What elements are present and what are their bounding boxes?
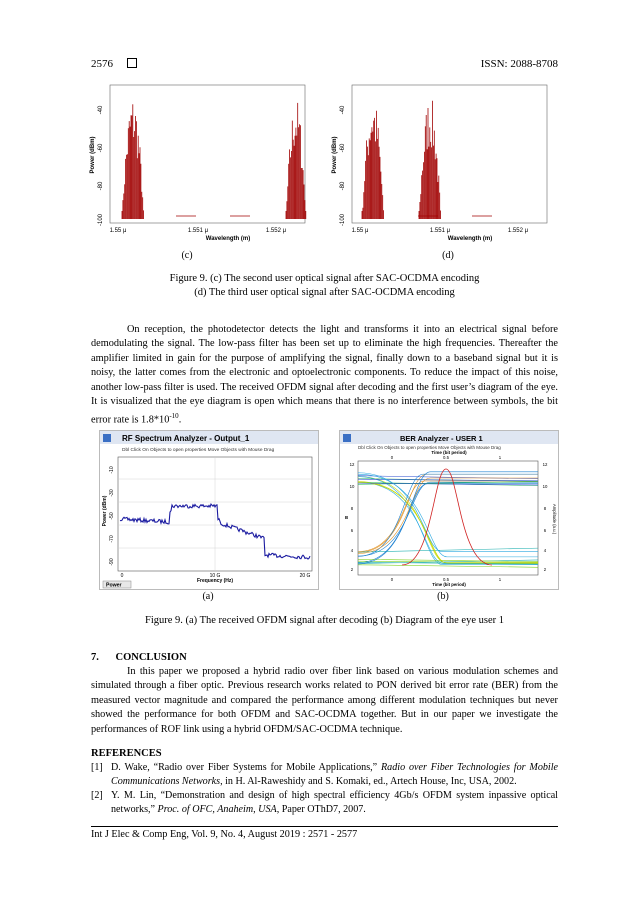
ytick: 6 xyxy=(350,528,354,533)
x-axis-label: Wavelength (m) xyxy=(205,236,251,242)
section-heading xyxy=(91,652,187,663)
figure-label-a: (a) xyxy=(202,591,214,602)
window-hint: Dbl Click On Objects to open properties Move Objects with Mouse Drag xyxy=(358,445,501,450)
reference-number: [1] xyxy=(91,762,103,773)
xtick: 1 xyxy=(498,577,502,582)
right-axis-label: Amplitude (a.u.) xyxy=(552,503,557,535)
app-icon xyxy=(103,434,111,442)
xtick: 20 G xyxy=(299,573,311,579)
y-axis-label: Power (dBm) xyxy=(102,495,108,527)
xtick: 1.552 μ xyxy=(507,228,529,234)
right-tick: 12 xyxy=(542,462,548,467)
right-tick: 8 xyxy=(543,506,547,511)
optical-spectrum-plot-d xyxy=(330,80,552,245)
figure-9cd-caption xyxy=(91,272,558,300)
figure-9c xyxy=(88,80,310,245)
xtick: 1.551 μ xyxy=(429,228,451,234)
paragraph-text: On reception, the photodetector detects the light and transforms it into an electrical signal before demodulating the signal. The low-pass filter has been set up to eliminate the high frequencies. Thereafter the amplifier limited in gain for the purpose of amplifying the signal, finally down to a baseband signal but it is noisy, the latter comes from the electronic and optoelectronic components. To reduce the impact of this noise, another low-pass filter is used. The received OFDM signal after decoding and the first user’s diagram of the eye. It is visualized that the eye diagram is open which means that there is no interference between symbols, the bit error rate is 1.8*10 xyxy=(91,324,558,426)
ytick: 8 xyxy=(350,506,354,511)
reference-title: Proc. of OFC, Anaheim, USA xyxy=(157,803,277,815)
references-heading: REFERENCES xyxy=(91,748,162,759)
ytick: -70 xyxy=(109,535,115,543)
ytick: -40 xyxy=(340,105,346,115)
reference-item xyxy=(91,761,558,788)
xtick: 0 xyxy=(120,573,124,579)
eye-diagram-plot xyxy=(340,431,558,589)
x-axis-label: Frequency (Hz) xyxy=(196,578,234,584)
ytick: -40 xyxy=(98,105,104,115)
xtick: 10 G xyxy=(209,573,221,579)
reference-text: , Paper OThD7, 2007. xyxy=(276,803,366,815)
right-tick: 2 xyxy=(543,567,547,572)
xtick: 1.552 μ xyxy=(265,228,287,234)
top-axis-label: Time (bit period) xyxy=(431,450,467,455)
conclusion-paragraph: In this paper we proposed a hybrid radio over fiber link based on various modulation schemes and simulated through a fiber optic. Previous research works related to PON derived bit error rate (BER) from the measured vector magnitude and compared the performance among different modulation techniques but never showed the performance for both OFDM and SAC-OCDMA together. But in our paper we investigate the performances of ROF link using a hybrid OFDM/SAC-OCDMA technique. xyxy=(91,666,558,735)
section-number: 7. xyxy=(91,652,99,663)
figure-9ab-caption: Figure 9. (a) The received OFDM signal after decoding (b) Diagram of the eye user 1 xyxy=(144,615,504,626)
figure-label-d: (d) xyxy=(442,250,454,261)
ytick: -50 xyxy=(109,512,115,520)
xtick: 1.55 μ xyxy=(351,228,369,234)
figure-9d xyxy=(330,80,552,245)
right-tick: 6 xyxy=(543,528,547,533)
figure-label-b: (b) xyxy=(437,591,449,602)
top-tick: 1 xyxy=(498,455,502,460)
reference-text: D. Wake, “Radio over Fiber Systems for Mobile Applications,” xyxy=(111,762,381,773)
ytick: -80 xyxy=(98,181,104,191)
top-tick: 0.5 xyxy=(443,455,449,460)
ytick: -90 xyxy=(109,558,115,566)
body-paragraph xyxy=(91,323,558,428)
ytick: -10 xyxy=(109,466,115,474)
ytick: 2 xyxy=(350,567,354,572)
reference-text: Y. M. Lin, “Demonstration and design of high spectral efficiency 4Gb/s OFDM system inpassive optical networks,” xyxy=(111,790,558,815)
x-axis-label: Wavelength (m) xyxy=(447,236,493,242)
caption-line: (d) The third user optical signal after SAC-OCDMA encoding xyxy=(194,287,455,298)
ytick: -30 xyxy=(109,489,115,497)
reference-text: in H. Al-Raweshidy and S. Komaki, ed., Artech House, Inc, USA, 2002. xyxy=(222,775,517,787)
rf-spectrum-analyzer-window xyxy=(99,430,319,590)
page-header-left xyxy=(91,58,137,70)
window-title: RF Spectrum Analyzer - Output_1 xyxy=(122,434,250,443)
xtick: 1.55 μ xyxy=(109,228,127,234)
footer-text: Int J Elec & Comp Eng, Vol. 9, No. 4, August 2019 : 2571 - 2577 xyxy=(91,829,358,840)
window-hint: Dbl Click On Objects to open properties Move Objects with Mouse Drag xyxy=(122,448,275,453)
right-tick: 4 xyxy=(543,548,547,553)
y-axis-label: Power (dBm) xyxy=(332,136,338,174)
square-icon xyxy=(127,58,137,68)
reference-title: Radio over Fiber Technologies for Mobile Communications Networks, xyxy=(111,762,559,787)
exponent: -10 xyxy=(169,412,179,421)
ytick: -100 xyxy=(340,213,346,227)
ytick: -80 xyxy=(340,181,346,191)
page-number: 2576 xyxy=(91,58,113,70)
footer-rule xyxy=(91,826,558,827)
ber-analyzer-window xyxy=(339,430,559,590)
app-icon xyxy=(343,434,351,442)
y-axis-label: Power (dBm) xyxy=(90,136,96,174)
figure-label-c: (c) xyxy=(181,250,193,261)
reference-number: [2] xyxy=(91,790,103,801)
xtick: 0.5 xyxy=(443,577,449,582)
ytick: 4 xyxy=(350,548,354,553)
optical-spectrum-plot-c xyxy=(88,80,310,245)
ytick: -60 xyxy=(340,143,346,153)
top-tick: 0 xyxy=(390,455,394,460)
right-tick: 10 xyxy=(542,484,548,489)
section-title: CONCLUSION xyxy=(115,652,187,663)
rf-spectrum-plot xyxy=(100,431,318,589)
xtick: 0 xyxy=(390,577,394,582)
y-axis-label: B xyxy=(345,515,349,520)
power-tab-label: Power xyxy=(106,582,122,589)
issn: ISSN: 2088-8708 xyxy=(480,58,558,70)
ytick: -100 xyxy=(98,213,104,227)
caption-line: Figure 9. (c) The second user optical signal after SAC-OCDMA encoding xyxy=(169,273,480,284)
ytick: 10 xyxy=(349,484,355,489)
window-title: BER Analyzer - USER 1 xyxy=(400,434,483,443)
paragraph-end: . xyxy=(178,414,182,426)
reference-item xyxy=(91,789,558,816)
x-axis-label: Time (bit period) xyxy=(432,582,466,587)
ytick: -60 xyxy=(98,143,104,153)
ytick: 12 xyxy=(349,462,355,467)
xtick: 1.551 μ xyxy=(187,228,209,234)
